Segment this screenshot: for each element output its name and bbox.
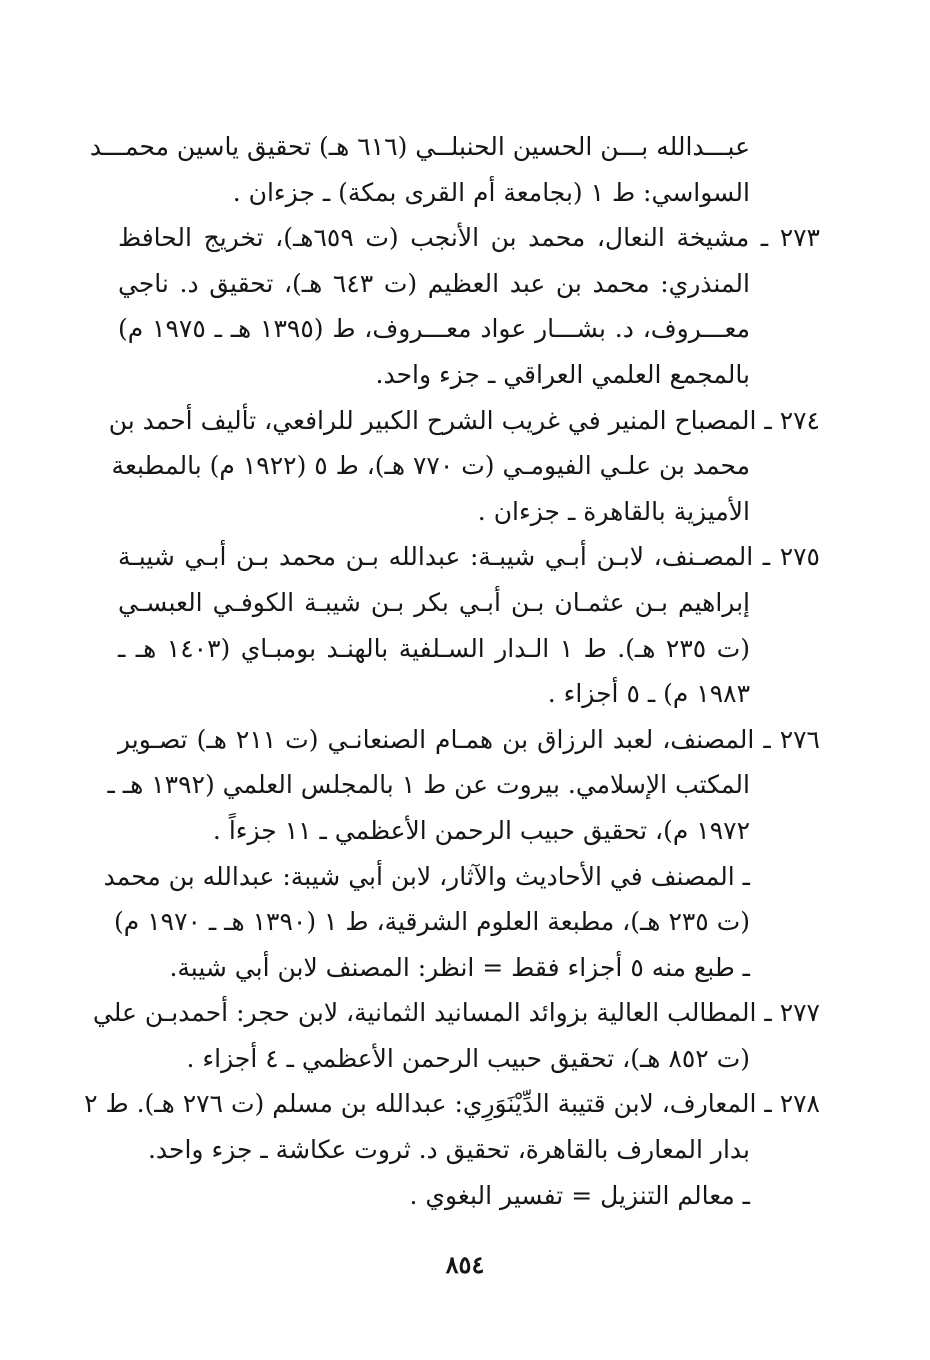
text-line: ٢٧٣ ـ مشيخة النعال، محمد بن الأنجب (ت ٦٥٩هـ)، تخريج الحافظ: [118, 223, 820, 253]
text-line: (ت ٨٥٢ هـ)، تحقيق حبيب الرحمن الأعظمي ـ ٤ أجزاء .: [186, 1043, 750, 1073]
text-line: (ت ٢٣٥ هـ)، مطبعة العلوم الشرقية، ط ١ (١٣٩٠ هـ ـ ١٩٧٠ م): [114, 907, 750, 937]
text-line: ٢٧٧ ـ المطالب العالية بزوائد المسانيد الثمانية، لابن حجر: أحمدبـن علي: [92, 998, 820, 1028]
text-line: محمد بن علـي الفيومـي (ت ٧٧٠ هـ)، ط ٥ (١٩٢٢ م) بالمطبعة: [111, 451, 750, 481]
text-line: ٢٧٦ ـ المصنف، لعبد الرزاق بن همـام الصنعانـي (ت ٢١١ هـ) تصـوير: [118, 724, 820, 754]
text-line: بالمجمع العلمي العراقي ـ جزء واحد.: [375, 359, 750, 389]
text-line: ١٩٨٣ م) ـ ٥ أجزاء .: [547, 679, 750, 709]
text-line: إبراهيم بـن عثمـان بـن أبـي بكر بـن شيبـة الكوفـي العبسـي: [118, 587, 750, 617]
text-line: ـ معالم التنزيل = تفسير البغوي .: [409, 1180, 750, 1210]
text-line: ١٩٧٢ م)، تحقيق حبيب الرحمن الأعظمي ـ ١١ جزءاً .: [212, 815, 750, 845]
text-line: ـ طبع منه ٥ أجزاء فقط = انظر: المصنف لابن أبي شيبة.: [169, 952, 750, 982]
text-line: السواسي: ط ١ (بجامعة أم القرى بمكة) ـ جزءان .: [232, 177, 750, 207]
text-line: ٢٧٤ ـ المصباح المنير في غريب الشرح الكبير للرافعي، تأليف أحمد بن: [108, 405, 820, 435]
bibliography-text: [84, 124, 820, 1218]
text-line: عبـــدالله بـــن الحسين الحنبلــي (٦١٦ هـ) تحقيق ياسين محمـــد: [89, 132, 750, 161]
text-line: المكتب الإسلامي. بيروت عن ط ١ بالمجلس العلمي (١٣٩٢ هـ ـ: [107, 770, 750, 800]
text-line: بدار المعارف بالقاهرة، تحقيق د. ثروت عكاشة ـ جزء واحد.: [147, 1135, 750, 1165]
text-line: ٢٧٥ ـ المصـنف، لابـن أبـي شيبـة: عبدالله بـن محمد بـن أبـي شيبـة: [118, 542, 820, 572]
text-line: (ت ٢٣٥ هـ). ط ١ الـدار السـلفية بالهنـد بومبـاي (١٤٠٣ هـ ـ: [118, 633, 750, 663]
text-line: ـ المصنف في الأحاديث والآثار، لابن أبي شيبة: عبدالله بن محمد: [103, 861, 750, 891]
page-number: ٨٥٤: [445, 1250, 485, 1279]
text-line: معـــروف، د. بشـــار عواد معـــروف، ط (١٣٩٥ هـ ـ ١٩٧٥ م): [118, 314, 750, 344]
text-line: الأميزية بالقاهرة ـ جزءان .: [477, 496, 750, 526]
text-line: ٢٧٨ ـ المعارف، لابن قتيبة الدِّيْنَوَرِي: عبدالله بن مسلم (ت ٢٧٦ هـ). ط ٢: [84, 1089, 820, 1119]
text-line: المنذري: محمد بن عبد العظيم (ت ٦٤٣ هـ)، تحقيق د. ناجي: [118, 268, 750, 298]
